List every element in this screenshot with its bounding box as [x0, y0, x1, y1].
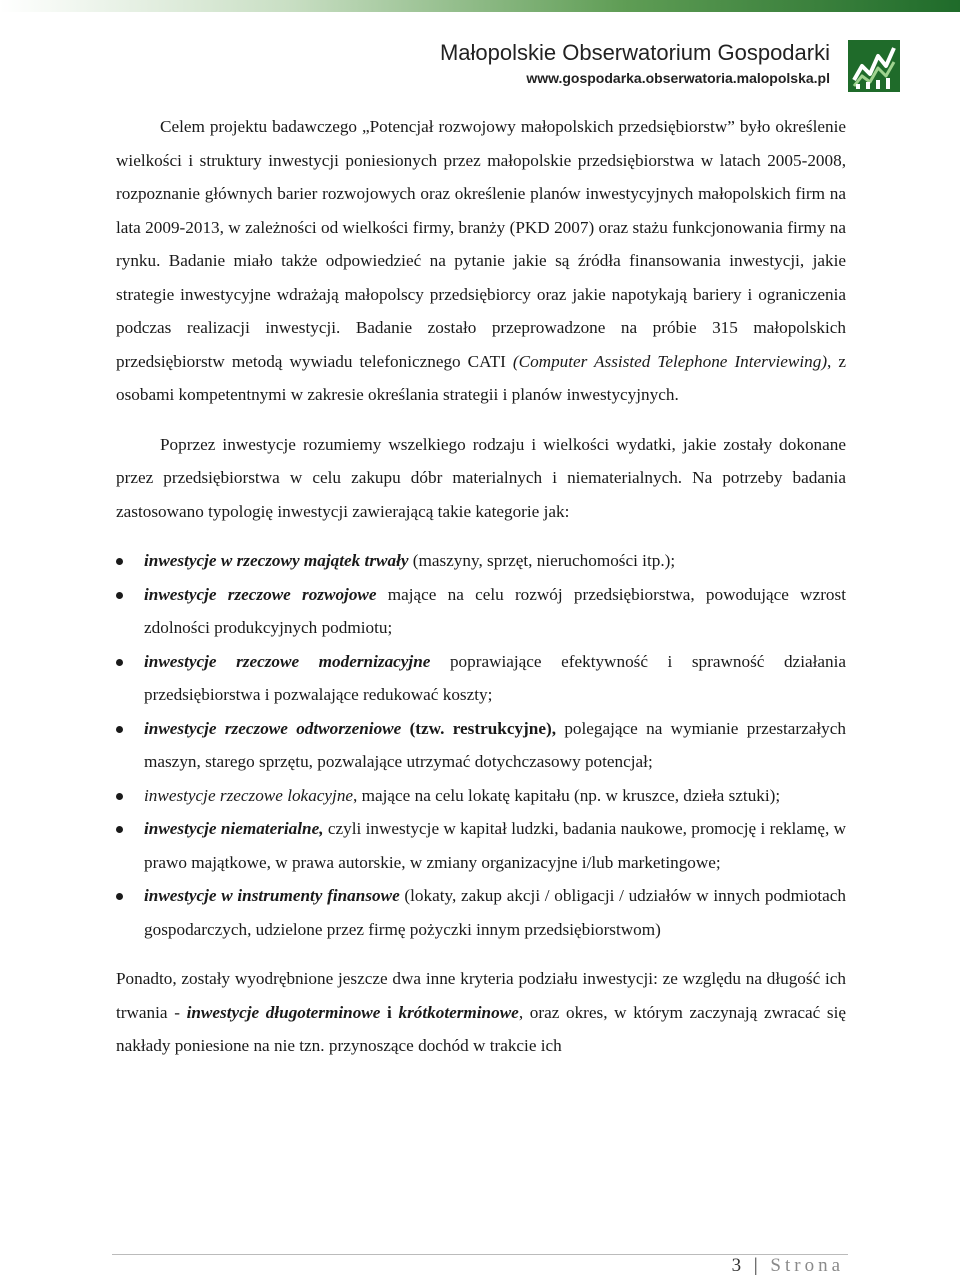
list-item: [116, 578, 846, 645]
bullet-icon: [116, 726, 123, 733]
list-item-text: (lokaty, zakup akcji / obligacji / udziałów w innych podmiotach gospodarczych, udzielone przez firmę pożyczki innym przedsiębiorstwom): [144, 886, 846, 939]
list-item-text: czyli inwestycje w kapitał ludzki, badania naukowe, promocję i reklamę, w prawo majątkowe, w prawa autorskie, w zmiany organizacyjne i/lub marketingowe;: [144, 819, 846, 872]
list-item: [116, 879, 846, 946]
investment-types-list: [116, 544, 846, 946]
paragraph-criteria-text: Ponadto, zostały wyodrębnione jeszcze dwa inne kryteria podziału inwestycji: ze względu na długość ich trwania -: [116, 969, 846, 1022]
list-item-text: mające na celu rozwój przedsiębiorstwa, powodujące wzrost zdolności produkcyjnych podmiotu;: [144, 584, 846, 637]
bullet-icon: [116, 826, 123, 833]
list-item: [116, 645, 846, 712]
bullet-icon: [116, 793, 123, 800]
list-item-text: poprawiające efektywność i sprawność działania przedsiębiorstwa i pozwalające redukować koszty;: [144, 651, 846, 704]
list-item-term: inwestycje rzeczowe lokacyjne: [144, 785, 354, 805]
list-item-term: inwestycje rzeczowe odtworzeniowe: [144, 718, 402, 738]
list-item: [116, 779, 846, 813]
list-item-text: polegające na wymianie przestarzałych maszyn, starego sprzętu, pozwalające utrzymać dotychczasowy potencjał;: [144, 718, 846, 771]
list-item: [116, 812, 846, 879]
paragraph-intro: [116, 110, 846, 412]
bullet-icon: [116, 592, 123, 599]
list-item-term: inwestycje rzeczowe rozwojowe: [144, 584, 377, 604]
list-item-text: , mające na celu lokatę kapitału (np. w kruszce, dzieła sztuki);: [353, 785, 781, 805]
org-name: Małopolskie Obserwatorium Gospodarki: [439, 40, 830, 65]
list-item-term-extra: (tzw. restrukcyjne),: [401, 718, 556, 738]
list-item: [116, 544, 846, 578]
header-gradient-bar: [0, 0, 960, 12]
conjunction: i: [380, 1002, 399, 1022]
list-item-term: inwestycje w rzeczowy majątek trwały: [144, 551, 409, 570]
growth-chart-logo-icon: [848, 40, 900, 92]
paragraph-criteria: [116, 962, 846, 1063]
bullet-icon: [116, 659, 123, 666]
bullet-icon: [116, 893, 123, 900]
cati-expansion: (Computer Assisted Telephone Interviewing): [512, 351, 828, 371]
list-item-term: inwestycje rzeczowe modernizacyjne: [144, 651, 431, 671]
term-short-term: krótkoterminowe: [398, 1002, 519, 1022]
list-item: [116, 712, 846, 779]
org-url[interactable]: www.gospodarka.obserwatoria.malopolska.pl: [526, 70, 830, 86]
paragraph-criteria-end: , oraz okres, w którym zaczynają zwracać się nakłady poniesione na nie tzn. przynoszące dochód w trakcie ich: [116, 1002, 846, 1055]
bullet-icon: [116, 558, 123, 565]
term-long-term: inwestycje długoterminowe: [186, 1002, 381, 1022]
list-item-term: inwestycje niematerialne,: [144, 819, 324, 838]
document-body: [116, 110, 846, 1063]
paragraph-definition: Poprzez inwestycje rozumiemy wszelkiego rodzaju i wielkości wydatki, jakie zostały dokonane przez przedsiębiorstwa w celu zakupu dóbr materialnych i niematerialnych. Na potrzeby badania zastosowano typologię inwestycji zawierającą takie kategorie jak:: [116, 434, 846, 521]
paragraph-intro-end: , z osobami kompetentnymi w zakresie określania strategii i planów inwestycyjnych.: [116, 351, 846, 404]
paragraph-intro-text: Celem projektu badawczego „Potencjał rozwojowy małopolskich przedsiębiorstw” było określenie wielkości i struktury inwestycji poniesionych przez małopolskie przedsiębiorstwa w latach 2005-2008, rozpoznanie głównych barier rozwojowych oraz określenie planów inwestycyjnych małopolskich firm na lata 2009-2013, w zależności od wielkości firmy, branży (PKD 2007) oraz stażu funkcjonowania firmy na rynku. Badanie miało także odpowiedzieć na pytanie jakie są źródła finansowania inwestycji, jakie strategie inwestycyjne wdrażają małopolscy przedsiębiorcy oraz jakie napotykają bariery i ograniczenia podczas realizacji inwestycji. Badanie zostało przeprowadzone na próbie 315 małopolskich przedsiębiorstw metodą wywiadu telefonicznego CATI: [116, 117, 846, 371]
page-word: Strona: [770, 1255, 844, 1276]
page-number: [732, 1255, 844, 1277]
list-item-text: (maszyny, sprzęt, nieruchomości itp.);: [408, 551, 676, 570]
page-number-value: 3: [731, 1255, 746, 1276]
page-separator: |: [753, 1255, 762, 1276]
list-item-term: inwestycje w instrumenty finansowe: [144, 886, 400, 905]
